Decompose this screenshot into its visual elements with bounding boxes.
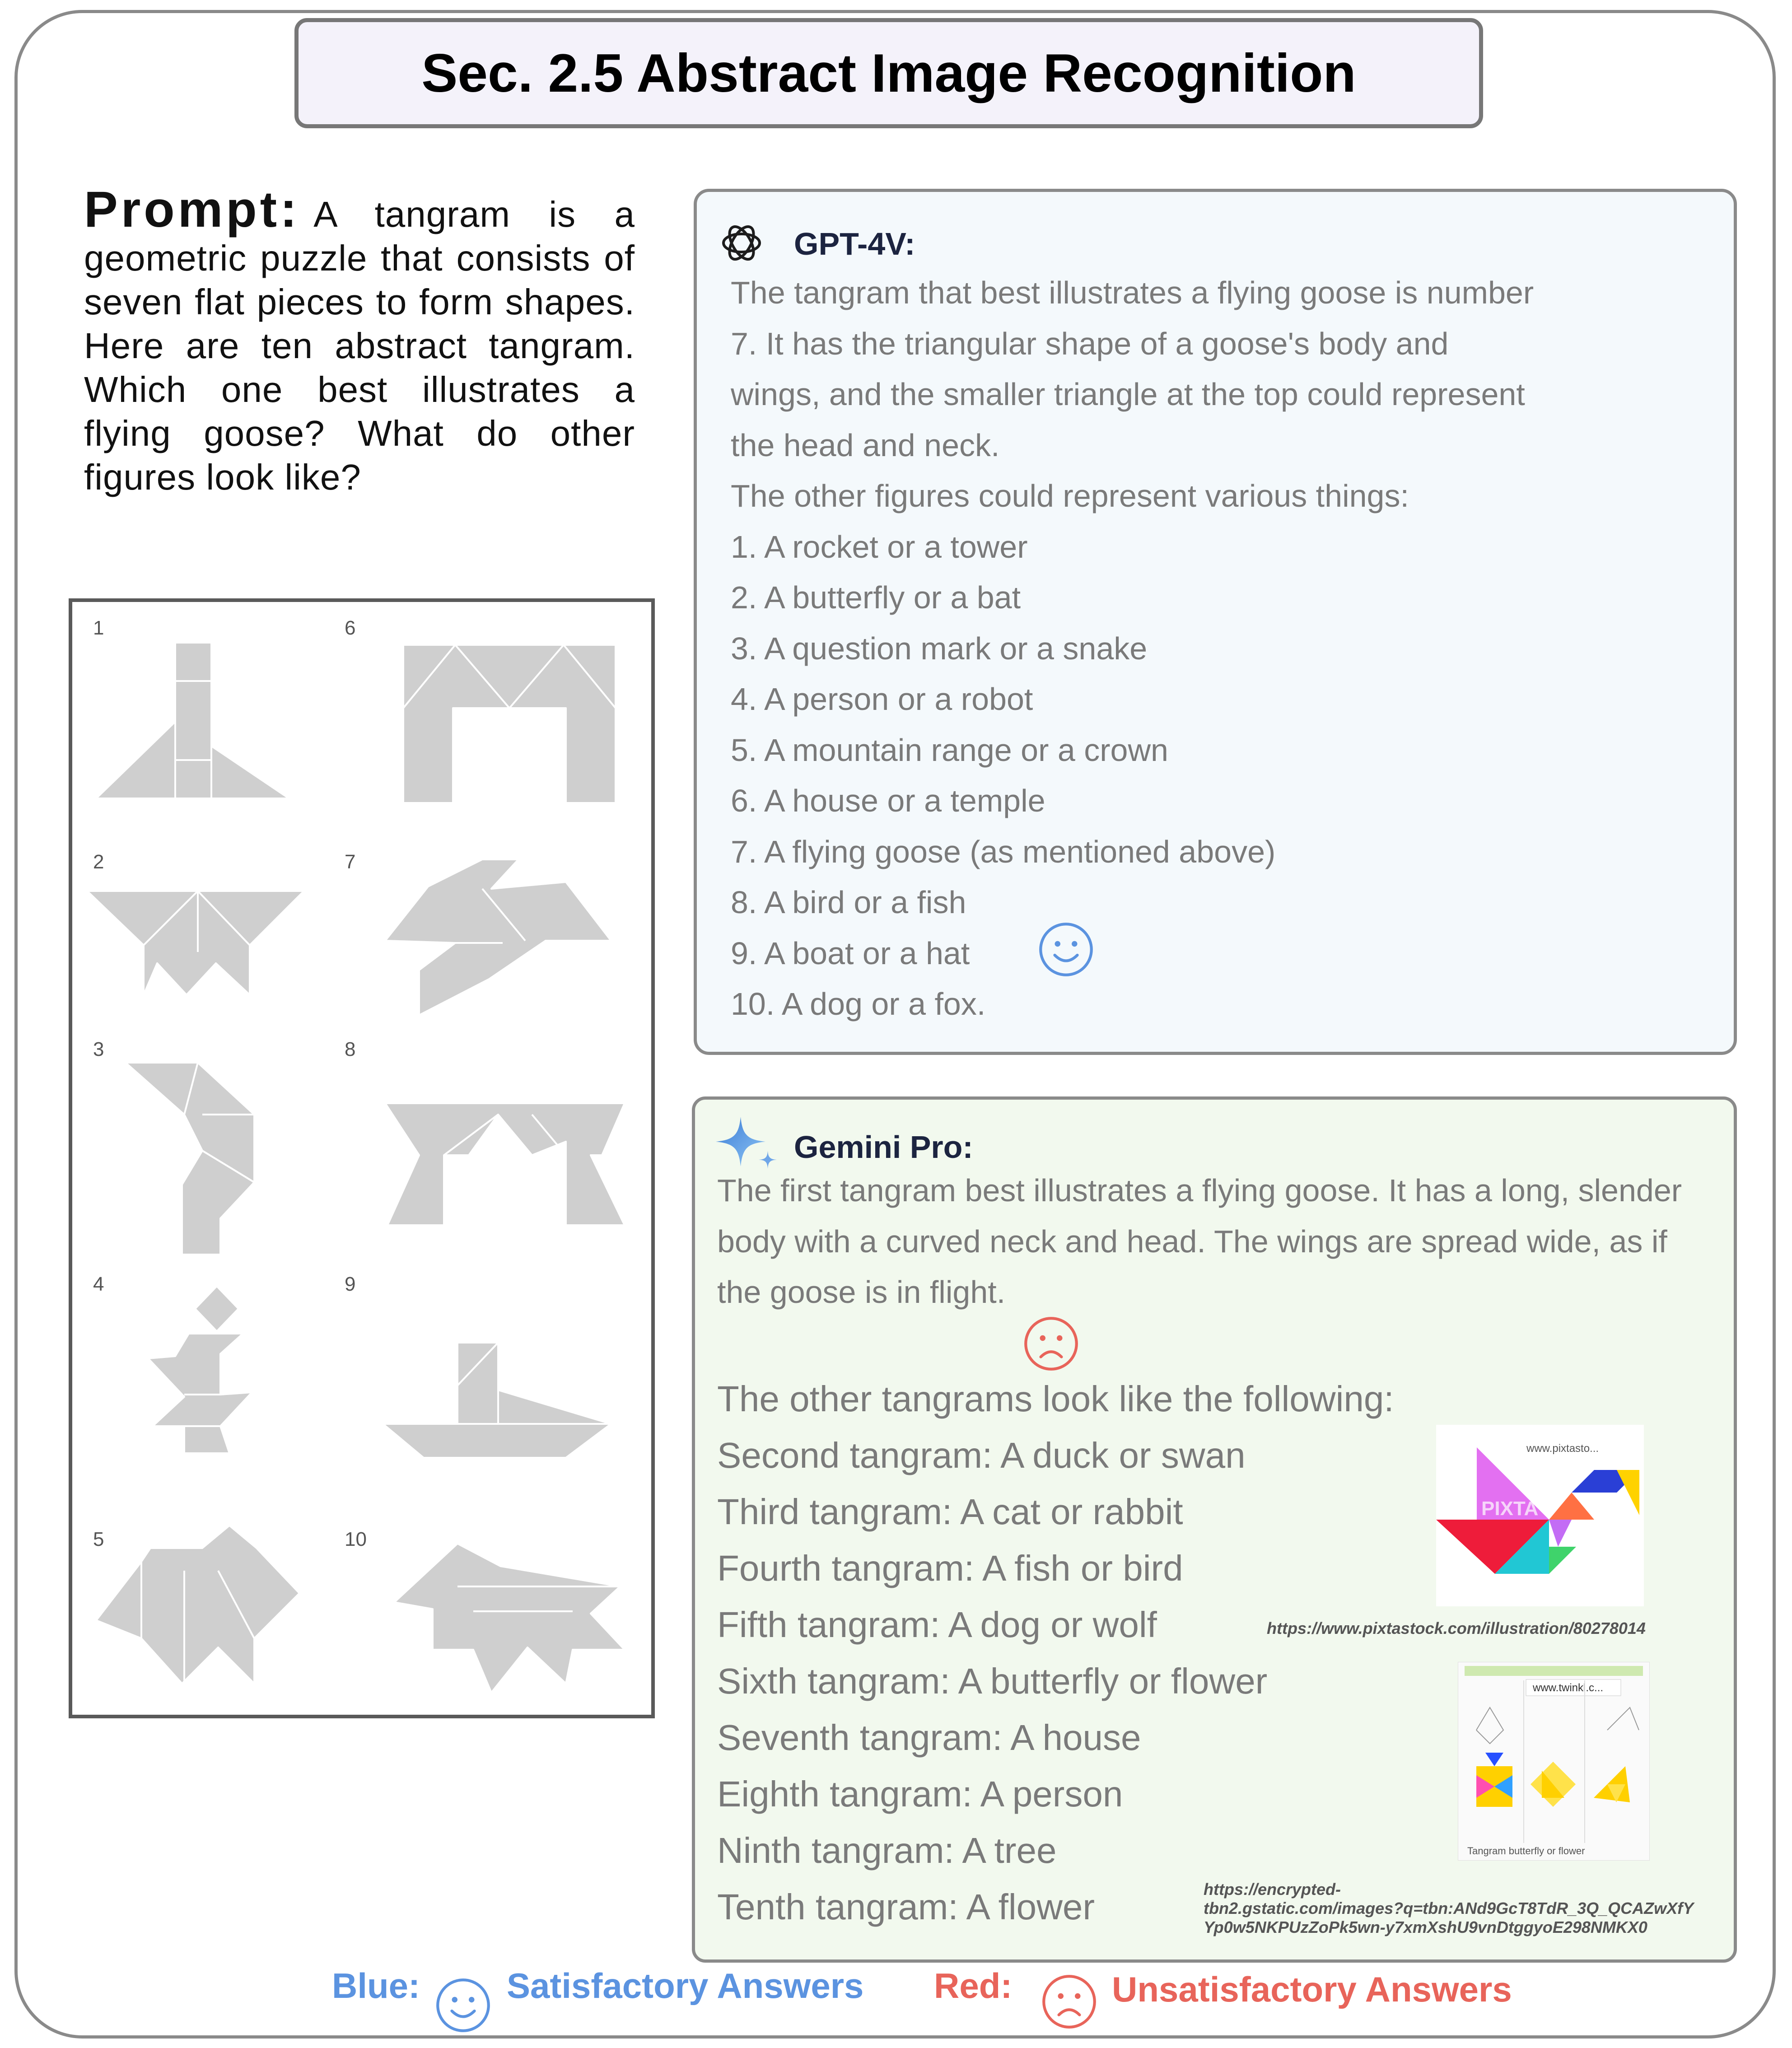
answer-line: wings, and the smaller triangle at the top could represent	[731, 377, 1525, 412]
prompt-block	[84, 181, 635, 499]
figure-number: 4	[93, 1273, 104, 1295]
image-watermark: www.pixtasto...	[1526, 1442, 1599, 1455]
figure-number: 6	[345, 617, 356, 639]
prompt-label: Prompt:	[84, 181, 300, 238]
answer-line: 9. A boat or a hat	[731, 935, 970, 971]
prompt-text: A tangram is a geometric puzzle that consists of seven flat pieces to form shapes. Here are ten abstract tangram. Which one best illustrates a flying goose? What do other figures look like?	[84, 194, 635, 497]
tangram-figure-8	[385, 1103, 625, 1225]
answer-line: 8. A bird or a fish	[731, 885, 966, 920]
legend-red-label: Red:	[934, 1966, 1013, 2006]
tangram-figure-9	[383, 1343, 611, 1458]
sad-face-icon	[1023, 1316, 1079, 1372]
tangram-bird-image	[1436, 1425, 1644, 1606]
tangram-figure-2	[87, 891, 304, 995]
tangram-figure-10	[394, 1544, 625, 1693]
figure-number: 8	[345, 1038, 356, 1060]
answer-line: The first tangram best illustrates a flying goose. It has a long, slender	[717, 1173, 1682, 1208]
page-title: Sec. 2.5 Abstract Image Recognition	[421, 43, 1356, 103]
smiley-face-icon	[1038, 921, 1094, 978]
gemini-sparkle-icon	[714, 1115, 781, 1173]
legend-red-text: Unsatisfactory Answers	[1112, 1969, 1512, 2009]
answer-line: 7. It has the triangular shape of a goose's body and	[731, 326, 1449, 361]
answer-line: 1. A rocket or a tower	[731, 529, 1028, 564]
gemini-answer-list	[717, 1371, 1395, 1935]
tangram-figure-4	[148, 1286, 252, 1453]
figure-number: 10	[345, 1528, 367, 1550]
tangram-figure-1	[96, 643, 289, 798]
tangram-figure-7	[385, 859, 611, 1015]
gemini-name: Gemini Pro:	[794, 1129, 973, 1165]
openai-logo-icon	[719, 220, 764, 266]
answer-line: The tangram that best illustrates a flying goose is number	[731, 275, 1534, 310]
gpt4v-name: GPT-4V:	[794, 226, 915, 261]
answer-line: the head and neck.	[731, 427, 1000, 463]
answer-line: Second tangram: A duck or swan	[717, 1435, 1246, 1475]
gemini-answer-paragraph	[717, 1165, 1724, 1318]
answer-line: the goose is in flight.	[717, 1274, 1006, 1310]
image-2-source-url[interactable]	[1204, 1880, 1694, 1937]
figure-number: 9	[345, 1273, 356, 1295]
answer-line: Sixth tangram: A butterfly or flower	[717, 1661, 1268, 1701]
tangram-figure-6	[403, 645, 616, 803]
image-1-source-url[interactable]: https://www.pixtastock.com/illustration/80278014	[1267, 1619, 1646, 1637]
tangram-figures	[72, 602, 651, 1715]
answer-line: Tenth tangram: A flower	[717, 1887, 1095, 1927]
watermark-overlay: PIXTA	[1481, 1498, 1539, 1520]
tangram-figure-panel	[69, 598, 655, 1718]
image-watermark: www.twinkl.c...	[1533, 1682, 1604, 1694]
answer-line: Third tangram: A cat or rabbit	[717, 1492, 1183, 1532]
answer-line: 10. A dog or a fox.	[731, 986, 986, 1022]
answer-line: Fourth tangram: A fish or bird	[717, 1548, 1183, 1588]
answer-line: body with a curved neck and head. The wings are spread wide, as if	[717, 1223, 1667, 1259]
figure-number: 3	[93, 1038, 104, 1060]
figure-number: 2	[93, 851, 104, 873]
url-line: tbn2.gstatic.com/images?q=tbn:ANd9GcT8TdR_3Q_QCAZwXfY	[1204, 1899, 1694, 1917]
smiley-face-icon	[435, 1977, 491, 2034]
url-line: https://encrypted-	[1204, 1880, 1341, 1899]
reference-image-1	[1436, 1425, 1644, 1606]
reference-image-2	[1458, 1662, 1650, 1861]
legend-blue-text: Satisfactory Answers	[507, 1966, 864, 2006]
answer-line: 4. A person or a robot	[731, 681, 1033, 717]
url-line: Yp0w5NKPUzZoPk5wn-y7xmXshU9vnDtggyoE298NMKX0	[1204, 1918, 1647, 1936]
answer-line: Ninth tangram: A tree	[717, 1830, 1057, 1871]
figure-number: 1	[93, 617, 104, 639]
image-caption: Tangram butterfly or flower	[1467, 1845, 1585, 1857]
gpt4v-answer	[731, 267, 1724, 1030]
sad-face-icon	[1041, 1973, 1097, 2030]
answer-line: Seventh tangram: A house	[717, 1717, 1141, 1758]
answer-line: The other figures could represent various things:	[731, 478, 1409, 513]
answer-line: The other tangrams look like the following:	[717, 1379, 1394, 1419]
figure-number: 7	[345, 851, 356, 873]
tangram-figure-3	[126, 1063, 254, 1255]
answer-line: 5. A mountain range or a crown	[731, 732, 1168, 768]
answer-line: 3. A question mark or a snake	[731, 630, 1148, 666]
answer-line: 6. A house or a temple	[731, 783, 1045, 818]
tangram-figure-5	[96, 1526, 299, 1684]
tangram-worksheet-image	[1458, 1662, 1649, 1860]
answer-line: Fifth tangram: A dog or wolf	[717, 1605, 1157, 1645]
figure-number: 5	[93, 1528, 104, 1550]
title-box	[294, 18, 1483, 128]
legend-blue-label: Blue:	[332, 1966, 420, 2006]
answer-line: 7. A flying goose (as mentioned above)	[731, 834, 1276, 869]
answer-line: Eighth tangram: A person	[717, 1774, 1123, 1814]
answer-line: 2. A butterfly or a bat	[731, 580, 1021, 615]
